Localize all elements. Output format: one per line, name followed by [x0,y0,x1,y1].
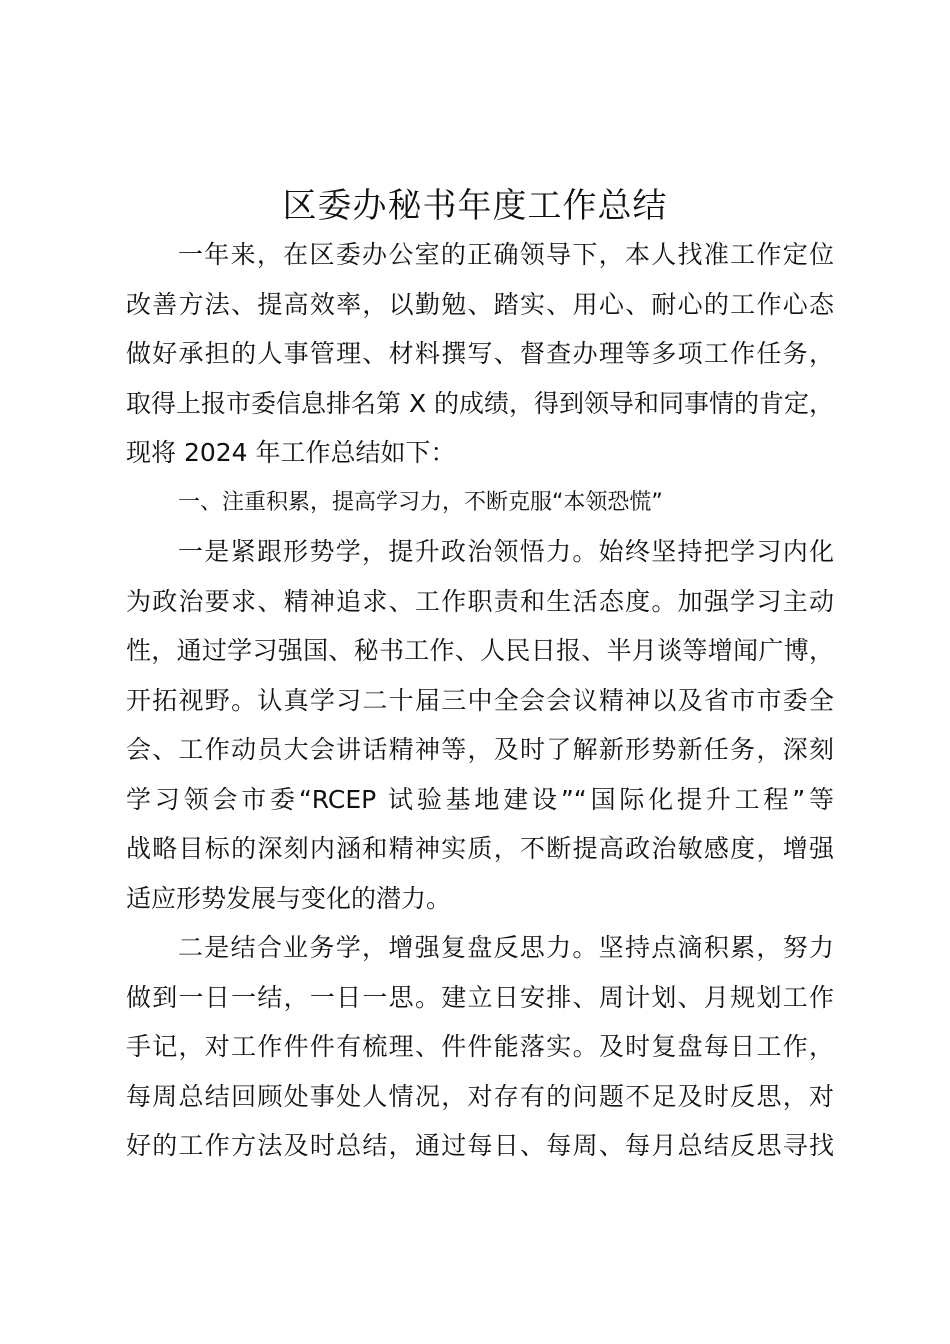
paragraph-line: 为政治要求、精神追求、工作职责和生活态度。加强学习主动 [126,586,834,616]
paragraph-line: 好的工作方法及时总结，通过每日、每周、每月总结反思寻找 [126,1131,834,1160]
section-heading: 一、注重积累，提高学习力，不断克服“本领恐慌” [178,489,663,515]
paragraph-line: 适应形势发展与变化的潜力。 [126,883,452,913]
paragraph-line: 战略目标的深刻内涵和精神实质，不断提高政治敏感度，增强 [126,834,834,863]
paragraph-line: 二是结合业务学，增强复盘反思力。坚持点滴积累，努力 [178,933,834,962]
document-title: 区委办秘书年度工作总结 [282,186,668,226]
paragraph-line: 现将 2024 年工作总结如下： [126,438,456,467]
paragraph-line: 一是紧跟形势学，提升政治领悟力。始终坚持把学习内化 [178,537,834,566]
paragraph-line: 会、工作动员大会讲话精神等，及时了解新形势新任务，深刻 [126,735,834,764]
paragraph-line: 每周总结回顾处事处人情况，对存有的问题不足及时反思，对 [126,1081,834,1111]
paragraph-line: 做好承担的人事管理、材料撰写、督查办理等多项工作任务， [126,339,834,368]
paragraph-line: 做到一日一结，一日一思。建立日安排、周计划、月规划工作 [126,982,834,1012]
paragraph-line: 改善方法、提高效率，以勤勉、踏实、用心、耐心的工作心态 [126,289,834,319]
paragraph-line: 开拓视野。认真学习二十届三中全会会议精神以及省市市委全 [126,685,834,715]
paragraph-line: 取得上报市委信息排名第 X 的成绩，得到领导和同事情的肯定， [126,388,835,418]
paragraph-line: 手记，对工作件件有梳理、件件能落实。及时复盘每日工作， [126,1032,834,1061]
paragraph-line: 一年来，在区委办公室的正确领导下，本人找准工作定位 [178,240,834,269]
paragraph-line: 学习领会市委“RCEP 试验基地建设”“国际化提升工程”等 [126,784,834,814]
paragraph-line: 性，通过学习强国、秘书工作、人民日报、半月谈等增闻广博， [126,636,834,665]
document-body [126,230,834,1171]
